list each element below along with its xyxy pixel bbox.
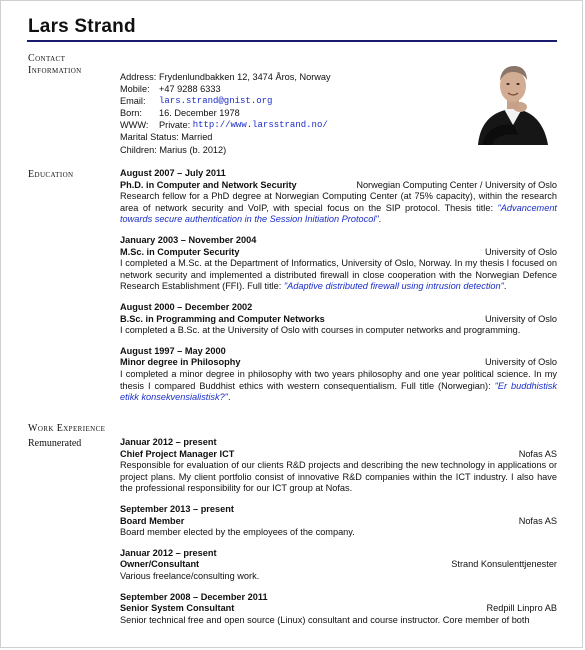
entry-org: Norwegian Computing Center / University of Oslo [356, 179, 557, 190]
entry-desc-text: I completed a M.Sc. at the Department of Informatics, University of Oslo, Norway. In my thesis I focused on network security and implemented a distributed firewall in close cooperation with the Norwegian Defence Research Establishment (FFI). Full title: [120, 258, 557, 292]
entry-desc-text: Research fellow for a PhD degree at Norwegian Computing Center (at 75% capacity), within the research area of network security and VoIP, with special focus on the SIP protocol. Thesis title: [120, 191, 557, 213]
header-rule [27, 40, 557, 42]
mobile-label: Mobile: [120, 84, 150, 95]
email-link[interactable]: lars.strand@gnist.org [159, 96, 273, 107]
entry-date: August 2000 – December 2002 [120, 301, 253, 312]
entry-desc-tail: . [503, 281, 507, 292]
email-label: Email: [120, 96, 146, 107]
entry-date: September 2008 – December 2011 [120, 591, 268, 602]
work-entry-2 [120, 504, 557, 539]
entry-date: August 2007 – July 2011 [120, 168, 226, 178]
entry-title-row [120, 516, 557, 528]
entry-description: Various freelance/consulting work. [120, 570, 260, 581]
work-list [120, 437, 557, 635]
work-sub-label: Remunerated [28, 438, 82, 449]
thesis-title: "Er buddhistisk etikk konsekvensialistisk?" [120, 380, 557, 403]
entry-title-row [120, 449, 557, 461]
entry-date: August 1997 – May 2000 [120, 345, 226, 356]
entry-title-row [120, 180, 557, 192]
entry-title-row [120, 559, 557, 571]
entry-description [120, 258, 557, 293]
address-label: Address: [120, 72, 157, 82]
work-entry-1 [120, 437, 557, 495]
entry-title-row [120, 603, 557, 615]
education-entry-3 [120, 302, 557, 337]
thesis-title: "Adaptive distributed firewall using intrusion detection" [283, 281, 504, 292]
entry-description: Responsible for evaluation of our clients R&D projects and describing the new technology in applications or project plans. My client portfolio consist of innovative R&D companies within the ICT industry. I also have the professional responsibility for our ICT group at Nofas. [120, 460, 557, 494]
entry-date: Januar 2012 – present [120, 437, 217, 447]
entry-org: University of Oslo [485, 357, 557, 368]
entry-title: Owner/Consultant [120, 559, 200, 570]
entry-description [120, 191, 557, 226]
education-entry-4 [120, 346, 557, 404]
born-value: 16. December 1978 [159, 108, 240, 119]
entry-title: Chief Project Manager ICT [120, 448, 235, 459]
entry-title: M.Sc. in Computer Security [120, 246, 240, 257]
entry-title: Senior System Consultant [120, 603, 235, 614]
education-entry-2 [120, 235, 557, 293]
section-contact-label [28, 53, 82, 77]
education-entry-1 [120, 168, 557, 226]
portrait-photo [472, 59, 553, 145]
entry-title: Minor degree in Philosophy [120, 357, 241, 368]
entry-desc-tail: . [378, 214, 382, 225]
education-list [120, 168, 557, 413]
work-entry-4 [120, 592, 557, 627]
children-info: Children: Marius (b. 2012) [120, 144, 227, 155]
entry-org: University of Oslo [485, 246, 557, 257]
entry-description: Senior technical free and open source (Linux) consultant and course instructor. Core member of both [120, 614, 530, 625]
entry-title-row [120, 357, 557, 369]
portrait-image [472, 59, 553, 145]
contact-email [120, 95, 331, 107]
contact-born [120, 107, 331, 119]
address-value: Frydenlundbakken 12, 3474 Åros, Norway [159, 72, 331, 82]
contact-marital [120, 131, 331, 143]
contact-children [120, 144, 331, 156]
www-prefix: Private: [159, 120, 191, 131]
entry-title: Ph.D. in Computer and Network Security [120, 179, 297, 190]
entry-date: September 2013 – present [120, 503, 234, 514]
entry-description [120, 369, 557, 404]
section-education-label: Education [28, 169, 74, 180]
www-label: WWW: [120, 120, 149, 131]
section-work-label: Work Experience [28, 423, 106, 434]
contact-address [120, 71, 331, 83]
thesis-title: "Advancement towards secure authentication in the Session Initiation Protocol" [120, 202, 557, 225]
work-entry-3 [120, 548, 557, 583]
section-contact-line2: Information [28, 65, 82, 76]
contact-block [120, 71, 331, 156]
entry-title-row [120, 314, 557, 326]
entry-org: Redpill Linpro AB [486, 603, 557, 614]
mobile-value: +47 9288 6333 [159, 84, 221, 95]
entry-org: Nofas AS [518, 448, 557, 459]
entry-description [120, 325, 557, 337]
cv-name: Lars Strand [28, 16, 136, 37]
entry-title: B.Sc. in Programming and Computer Networks [120, 313, 325, 324]
entry-date: Januar 2012 – present [120, 547, 217, 558]
section-contact-line1: Contact [28, 53, 66, 64]
entry-org: University of Oslo [485, 313, 557, 324]
www-link[interactable]: http://www.larsstrand.no/ [192, 120, 328, 131]
entry-desc-tail: . [227, 392, 231, 403]
entry-title-row [120, 247, 557, 259]
entry-title: Board Member [120, 515, 185, 526]
entry-org: Nofas AS [518, 515, 557, 526]
entry-description: Board member elected by the employees of the company. [120, 527, 355, 538]
entry-desc-text: I completed a B.Sc. at the University of Oslo with courses in computer networks and programming. [120, 325, 521, 336]
entry-org: Strand Konsulenttjenester [451, 559, 557, 570]
contact-mobile [120, 83, 331, 95]
entry-desc-text: I completed a minor degree in philosophy with two years philosophy and one year political science. In my thesis I compared Buddhist ethics with western consequentialism. Full title (Norwegian): [120, 368, 557, 391]
entry-date: January 2003 – November 2004 [120, 234, 257, 245]
born-label: Born: [120, 108, 142, 119]
contact-www [120, 119, 331, 131]
marital-status: Marital Status: Married [120, 132, 213, 143]
